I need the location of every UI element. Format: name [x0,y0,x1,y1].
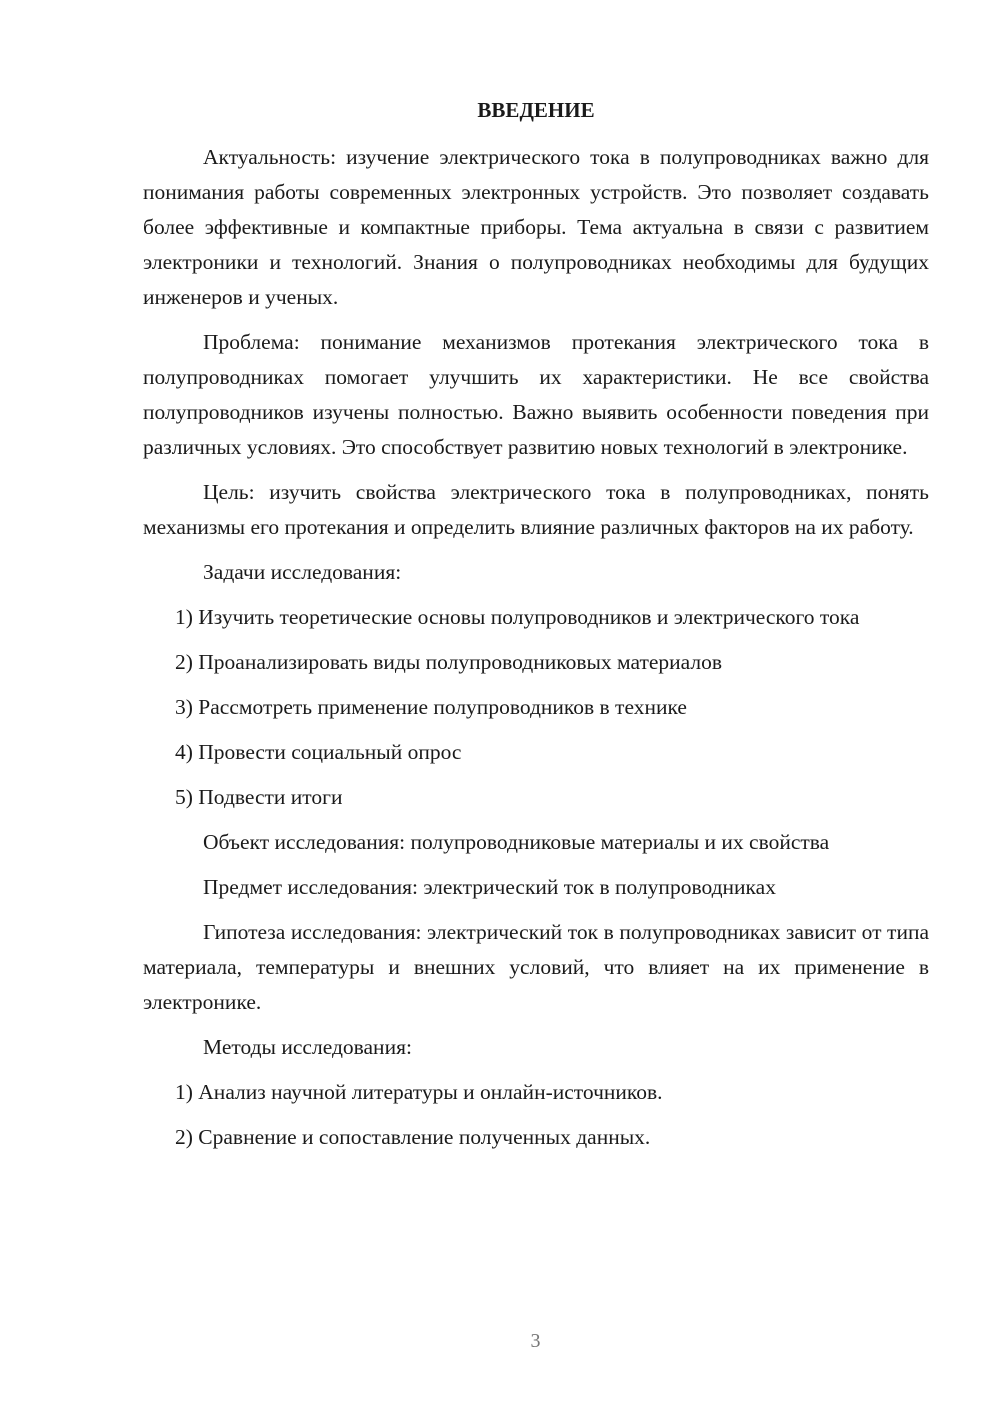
document-page [143,90,929,1165]
method-item: 1) Анализ научной литературы и онлайн-источников. [175,1080,663,1104]
hypothesis-paragraph: Гипотеза исследования: электрический ток в полупроводниках зависит от типа материала, температуры и внешних условий, что влияет на их применение в электронике. [143,920,929,1014]
page-number: 3 [530,1330,541,1352]
methods-heading: Методы исследования: [203,1035,412,1059]
goal-paragraph: Цель: изучить свойства электрического тока в полупроводниках, понять механизмы его протекания и определить влияние различных факторов на их работу. [143,480,929,539]
task-item: 4) Провести социальный опрос [175,740,462,764]
method-item: 2) Сравнение и сопоставление полученных данных. [175,1125,651,1149]
problem-paragraph: Проблема: понимание механизмов протекания электрического тока в полупроводниках помогает улучшить их характеристики. Не все свойства полупроводников изучены полностью. Важно выявить особенности поведения при различных условиях. Это способствует развитию новых технологий в электронике. [143,330,929,459]
task-item: 5) Подвести итоги [175,785,343,809]
document-title: ВВЕДЕНИЕ [477,98,595,122]
relevance-paragraph: Актуальность: изучение электрического тока в полупроводниках важно для понимания работы современных электронных устройств. Это позволяет создавать более эффективные и компактные приборы. Тема актуальна в связи с развитием электроники и технологий. Знания о полупроводниках необходимы для будущих инженеров и ученых. [143,145,929,309]
task-item: 1) Изучить теоретические основы полупроводников и электрического тока [175,605,860,629]
tasks-heading: Задачи исследования: [203,560,402,584]
task-item: 2) Проанализировать виды полупроводниковых материалов [175,650,723,674]
subject-paragraph: Предмет исследования: электрический ток в полупроводниках [203,875,776,899]
task-item: 3) Рассмотреть применение полупроводников в технике [175,695,687,719]
object-paragraph: Объект исследования: полупроводниковые материалы и их свойства [203,830,830,854]
